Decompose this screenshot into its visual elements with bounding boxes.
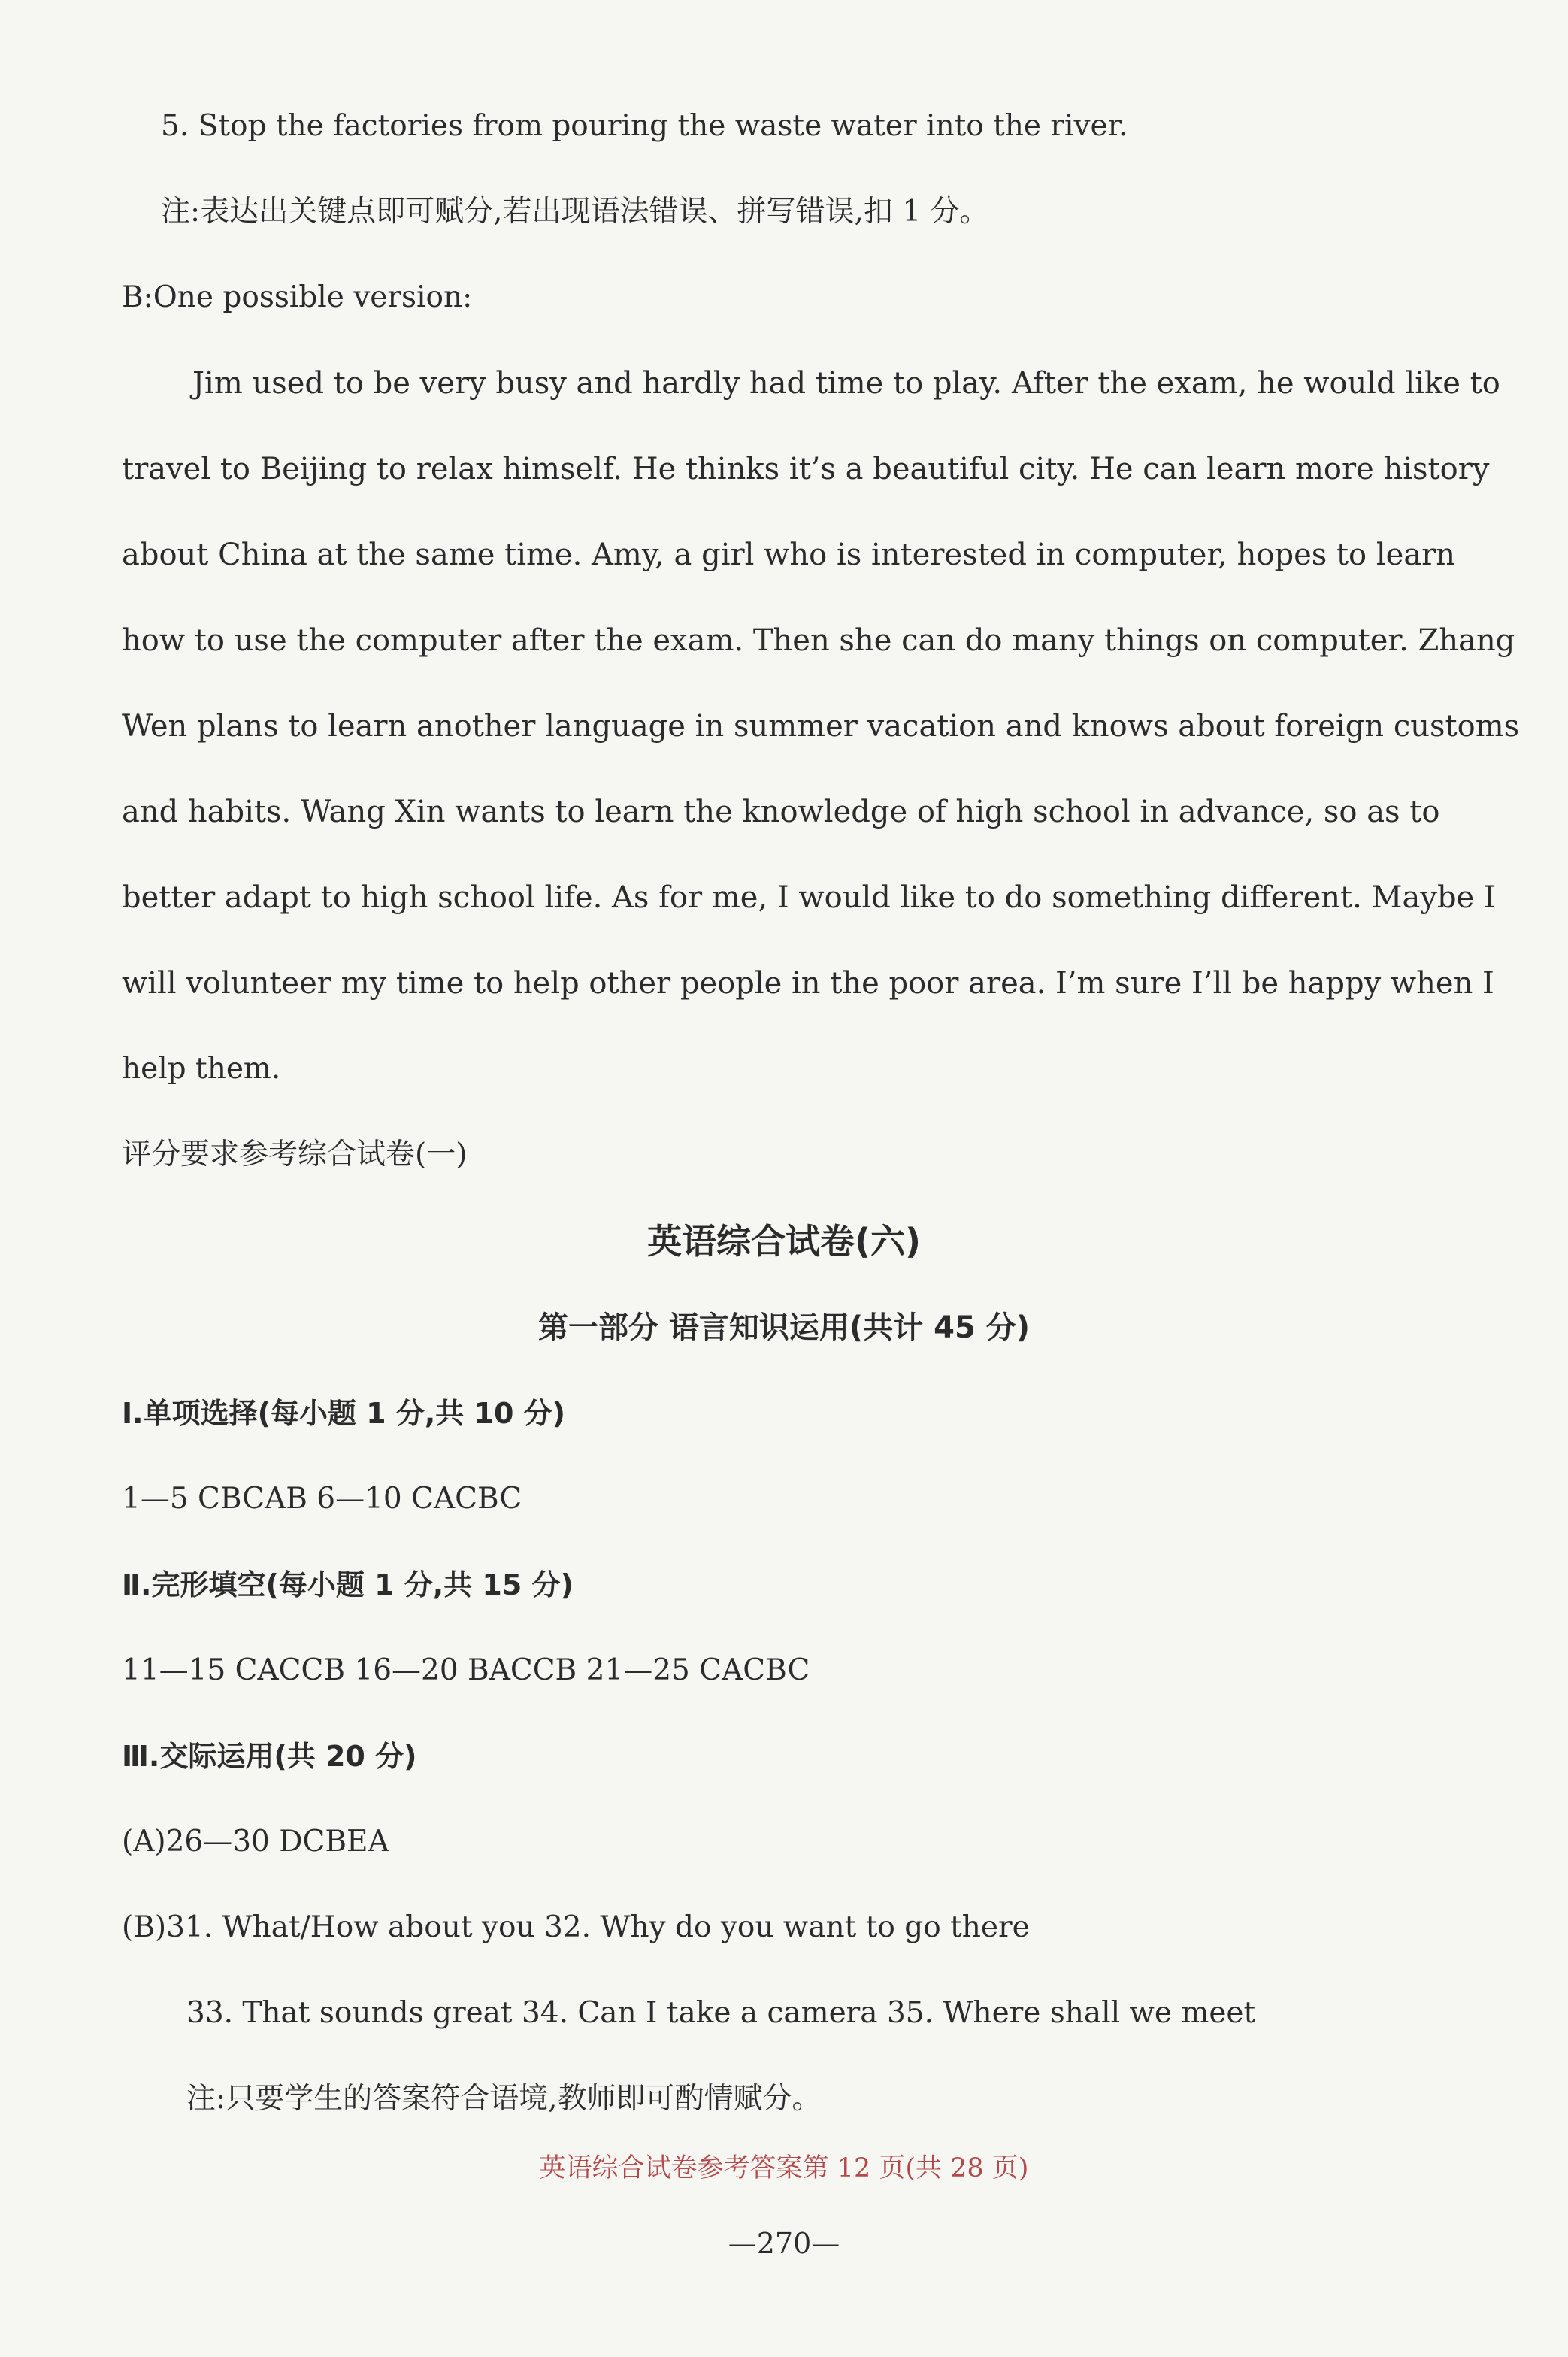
essay-line: how to use the computer after the exam. Then she can do many things on computer. Zhang xyxy=(122,623,1515,658)
essay-line: Wen plans to learn another language in summer vacation and knows about foreign customs xyxy=(122,709,1520,744)
part-heading: 第一部分 语言知识运用(共计 45 分) xyxy=(537,1310,1030,1345)
scoring-reference-note: 评分要求参考综合试卷(一) xyxy=(122,1138,468,1171)
section-heading-communication: Ⅲ.交际运用(共 20 分) xyxy=(122,1740,417,1773)
essay-line: help them. xyxy=(122,1052,281,1086)
teacher-note: 注:只要学生的答案符合语境,教师即可酌情赋分。 xyxy=(186,2082,822,2116)
answers-33-35: 33. That sounds great 34. Can I take a camera 35. Where shall we meet xyxy=(186,1996,1256,2030)
answer-item-5: 5. Stop the factories from pouring the waste water into the river. xyxy=(161,109,1128,143)
page-number: —270— xyxy=(728,2227,840,2260)
section-b-label: B:One possible version: xyxy=(122,280,473,314)
answers-11-25: 11—15 CACCB 16—20 BACCB 21—25 CACBC xyxy=(122,1653,810,1687)
section-heading-cloze: Ⅱ.完形填空(每小题 1 分,共 15 分) xyxy=(122,1568,574,1601)
section-heading-single-choice: Ⅰ.单项选择(每小题 1 分,共 10 分) xyxy=(122,1397,565,1430)
essay-line: about China at the same time. Amy, a girl who is interested in computer, hopes to learn xyxy=(122,538,1456,572)
answers-26-30: (A)26—30 DCBEA xyxy=(122,1825,389,1859)
essay-line: will volunteer my time to help other people in the poor area. I’m sure I’ll be happy when I xyxy=(122,966,1494,1001)
essay-line: and habits. Wang Xin wants to learn the knowledge of high school in advance, so as to xyxy=(122,795,1440,829)
grading-note: 注:表达出关键点即可赋分,若出现语法错误、拼写错误,扣 1 分。 xyxy=(161,195,989,229)
essay-line: better adapt to high school life. As for me, I would like to do something different. Maybe I xyxy=(122,880,1496,915)
essay-line: travel to Beijing to relax himself. He thinks it’s a beautiful city. He can learn more history xyxy=(122,452,1490,486)
answers-31-32: (B)31. What/How about you 32. Why do you want to go there xyxy=(122,1910,1030,1944)
test-title: 英语综合试卷(六) xyxy=(646,1221,922,1262)
answers-1-10: 1—5 CBCAB 6—10 CACBC xyxy=(122,1482,522,1516)
footer-caption: 英语综合试卷参考答案第 12 页(共 28 页) xyxy=(539,2153,1029,2183)
essay-line: Jim used to be very busy and hardly had time to play. After the exam, he would like to xyxy=(192,366,1500,401)
